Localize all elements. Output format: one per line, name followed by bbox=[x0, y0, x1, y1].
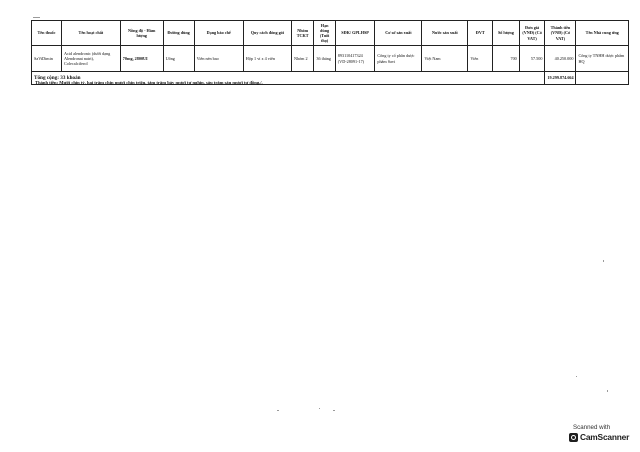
total-value: 19.299.874.664 bbox=[545, 72, 576, 85]
camscanner-brand: CamScanner bbox=[580, 432, 630, 442]
amount-in-words: Thành tiền: Mười chín tỷ, hai trăm chín mươi chín triệu, tám trăm bảy mươi tư nghìn, sáu trăm sáu mươi tư đồng./. bbox=[35, 80, 263, 85]
col-header-co-so-sx: Cơ sở sản xuất bbox=[375, 21, 422, 46]
cell-nha-cung-ung: Công ty TNHH dược phẩm HQ bbox=[576, 46, 629, 72]
scanned-with-label: Scanned with bbox=[573, 424, 611, 431]
drug-bid-table bbox=[31, 20, 629, 85]
scan-speck bbox=[277, 410, 279, 411]
col-header-ten-thuoc: Tên thuốc bbox=[32, 21, 62, 46]
col-header-thanh-tien: Thành tiền (VNĐ) (Có VAT) bbox=[545, 21, 576, 46]
col-header-quy-cach: Quy cách đóng gói bbox=[243, 21, 291, 46]
scan-speck bbox=[603, 260, 604, 262]
col-header-nuoc-sx: Nước sản xuất bbox=[422, 21, 468, 46]
cell-hoat-chat: Acid alendronic (dưới dạng Alendronat natri), Colecalciferol bbox=[61, 46, 120, 72]
col-header-nong-do: Nồng độ - Hàm lượng bbox=[120, 21, 163, 46]
table-header-row bbox=[32, 21, 629, 46]
col-header-nhom: Nhóm TCKT bbox=[291, 21, 313, 46]
camscanner-watermark bbox=[567, 424, 631, 445]
cell-nuoc-sx: Việt Nam bbox=[422, 46, 468, 72]
scan-speck bbox=[33, 17, 40, 18]
total-label: Tổng cộng: 33 khoản bbox=[32, 72, 545, 85]
camscanner-logo-icon bbox=[569, 433, 578, 442]
cell-han-dung: 36 tháng bbox=[314, 46, 335, 72]
cell-nhom: Nhóm 2 bbox=[291, 46, 313, 72]
cell-thanh-tien: 40.250.000 bbox=[545, 46, 576, 72]
scan-speck bbox=[333, 410, 335, 411]
col-header-so-luong: Số lượng bbox=[493, 21, 520, 46]
scan-speck bbox=[319, 408, 320, 409]
table-row bbox=[32, 46, 629, 72]
col-header-duong-dung: Đường dùng bbox=[163, 21, 194, 46]
cell-dvt: Viên bbox=[468, 46, 493, 72]
cell-don-gia: 57.500 bbox=[519, 46, 545, 72]
cell-nong-do: 70mg, 2800UI bbox=[120, 46, 163, 72]
cell-co-so-sx: Công ty cổ phần dược phẩm Savi bbox=[375, 46, 422, 72]
col-header-dang-bao-che: Dạng bào chế bbox=[194, 21, 243, 46]
col-header-don-gia: Đơn giá (VNĐ) (Có VAT) bbox=[519, 21, 545, 46]
cell-sdk: 893110417324 (VD-28091-17) bbox=[335, 46, 375, 72]
col-header-dvt: ĐVT bbox=[468, 21, 493, 46]
scan-speck bbox=[576, 376, 577, 377]
scan-speck bbox=[607, 390, 608, 392]
col-header-nha-cung-ung: Tên Nhà cung ứng bbox=[576, 21, 629, 46]
cell-quy-cach: Hộp 1 vỉ x 4 viên bbox=[243, 46, 291, 72]
total-empty-cell bbox=[576, 72, 629, 85]
col-header-hoat-chat: Tên hoạt chất bbox=[61, 21, 120, 46]
cell-dang-bao-che: Viên nén bao bbox=[194, 46, 243, 72]
col-header-sdk: SĐK/ GPLHSP bbox=[335, 21, 375, 46]
cell-duong-dung: Uống bbox=[163, 46, 194, 72]
col-header-han-dung: Hạn dùng (Tuổi thọ) bbox=[314, 21, 335, 46]
cell-so-luong: 700 bbox=[493, 46, 520, 72]
cell-ten-thuoc: SaViDimin bbox=[32, 46, 62, 72]
